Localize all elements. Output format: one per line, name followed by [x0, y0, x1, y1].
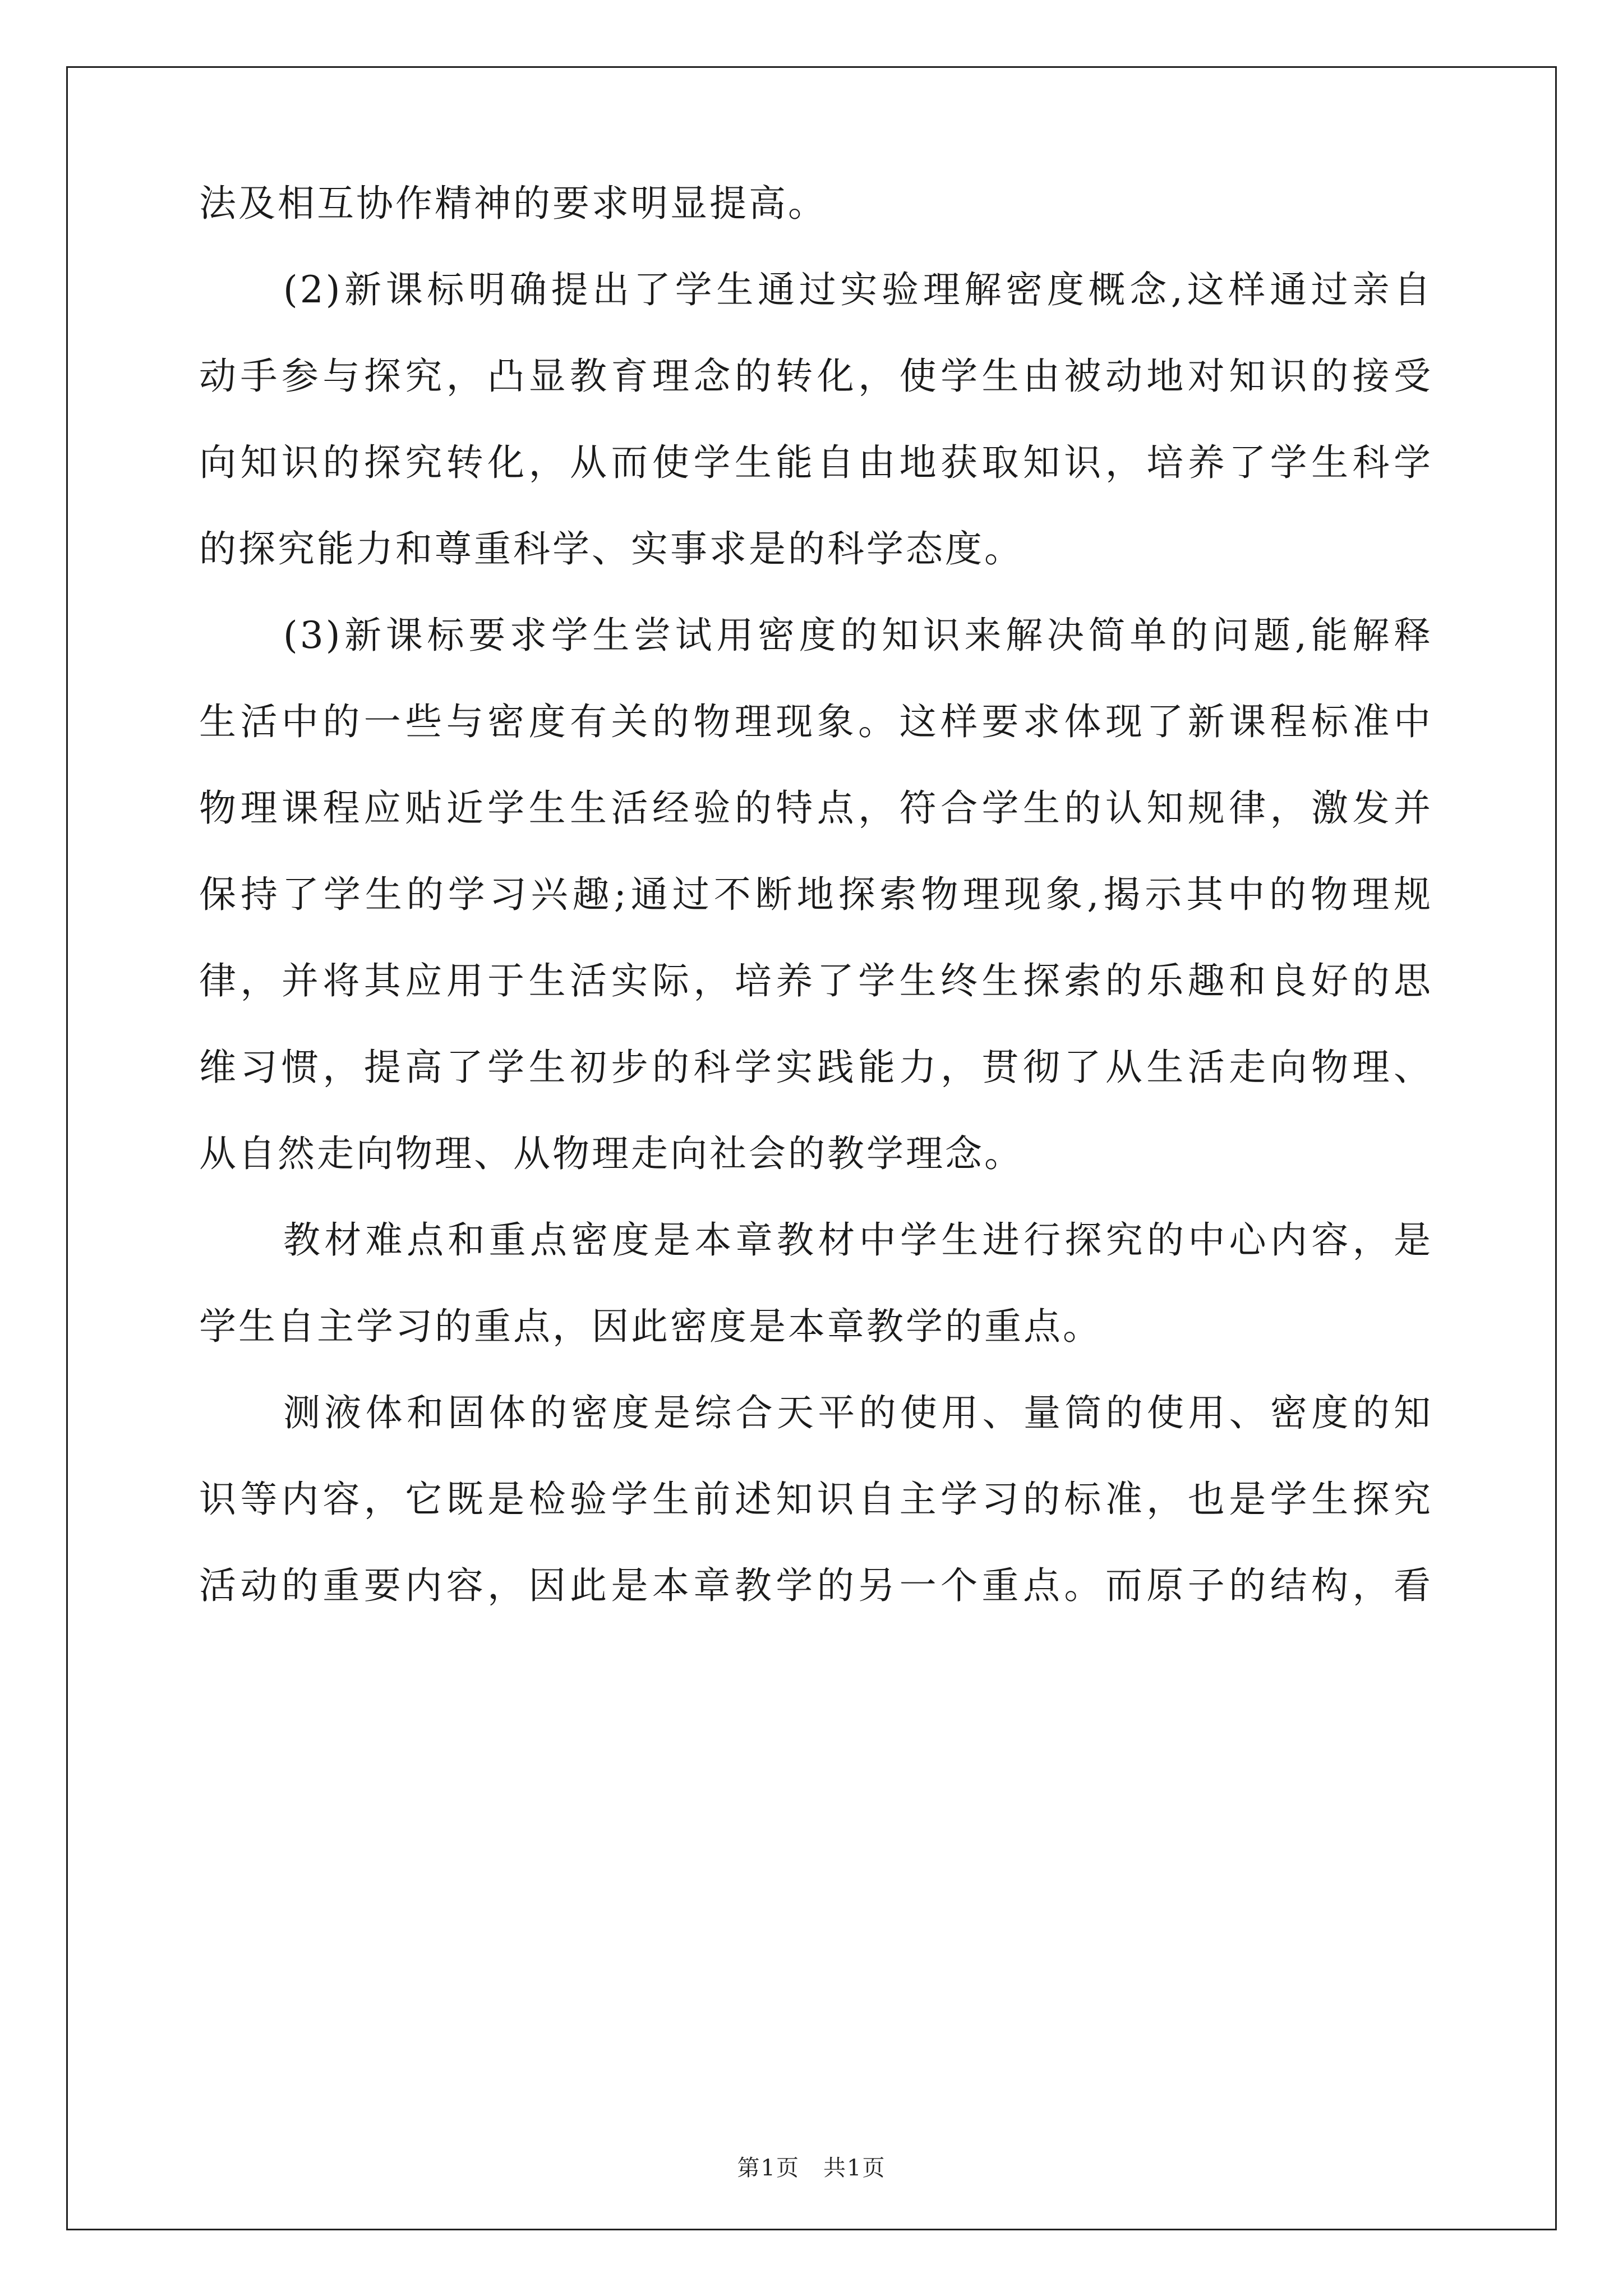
text-line-16: 识等内容，它既是检验学生前述知识自主学习的标准，也是学生探究	[199, 1478, 1433, 1521]
text-line-8: 物理课程应贴近学生生活经验的特点，符合学生的认知规律，激发并	[199, 786, 1433, 830]
text-line-3: 动手参与探究，凸显教育理念的转化，使学生由被动地对知识的接受	[199, 355, 1433, 398]
text-line-12: 从自然走向物理、从物理走向社会的教学理念。	[199, 1132, 1023, 1175]
text-line-17: 活动的重要内容，因此是本章教学的另一个重点。而原子的结构，看	[199, 1564, 1433, 1607]
text-line-1: 法及相互协作精神的要求明显提高。	[199, 182, 827, 225]
text-line-11: 维习惯，提高了学生初步的科学实践能力，贯彻了从生活走向物理、	[199, 1046, 1433, 1089]
text-line-10: 律，并将其应用于生活实际，培养了学生终生探索的乐趣和良好的思	[199, 959, 1433, 1002]
text-line-4: 向知识的探究转化，从而使学生能自由地获取知识，培养了学生科学	[199, 441, 1433, 484]
text-line-6: (3)新课标要求学生尝试用密度的知识来解决简单的问题,能解释	[283, 614, 1433, 657]
text-line-2: (2)新课标明确提出了学生通过实验理解密度概念,这样通过亲自	[283, 268, 1433, 311]
text-line-9: 保持了学生的学习兴趣;通过不断地探索物理现象,揭示其中的物理规	[199, 873, 1433, 916]
text-line-7: 生活中的一些与密度有关的物理现象。这样要求体现了新课程标准中	[199, 700, 1433, 743]
text-line-15: 测液体和固体的密度是综合天平的使用、量筒的使用、密度的知	[283, 1391, 1433, 1434]
text-line-14: 学生自主学习的重点，因此密度是本章教学的重点。	[199, 1305, 1102, 1348]
text-line-13: 教材难点和重点密度是本章教材中学生进行探究的中心内容，是	[283, 1218, 1433, 1262]
text-line-5: 的探究能力和尊重科学、实事求是的科学态度。	[199, 527, 1023, 570]
page-footer: 第1页 共1页	[737, 2155, 886, 2181]
document-body	[199, 182, 1433, 1654]
